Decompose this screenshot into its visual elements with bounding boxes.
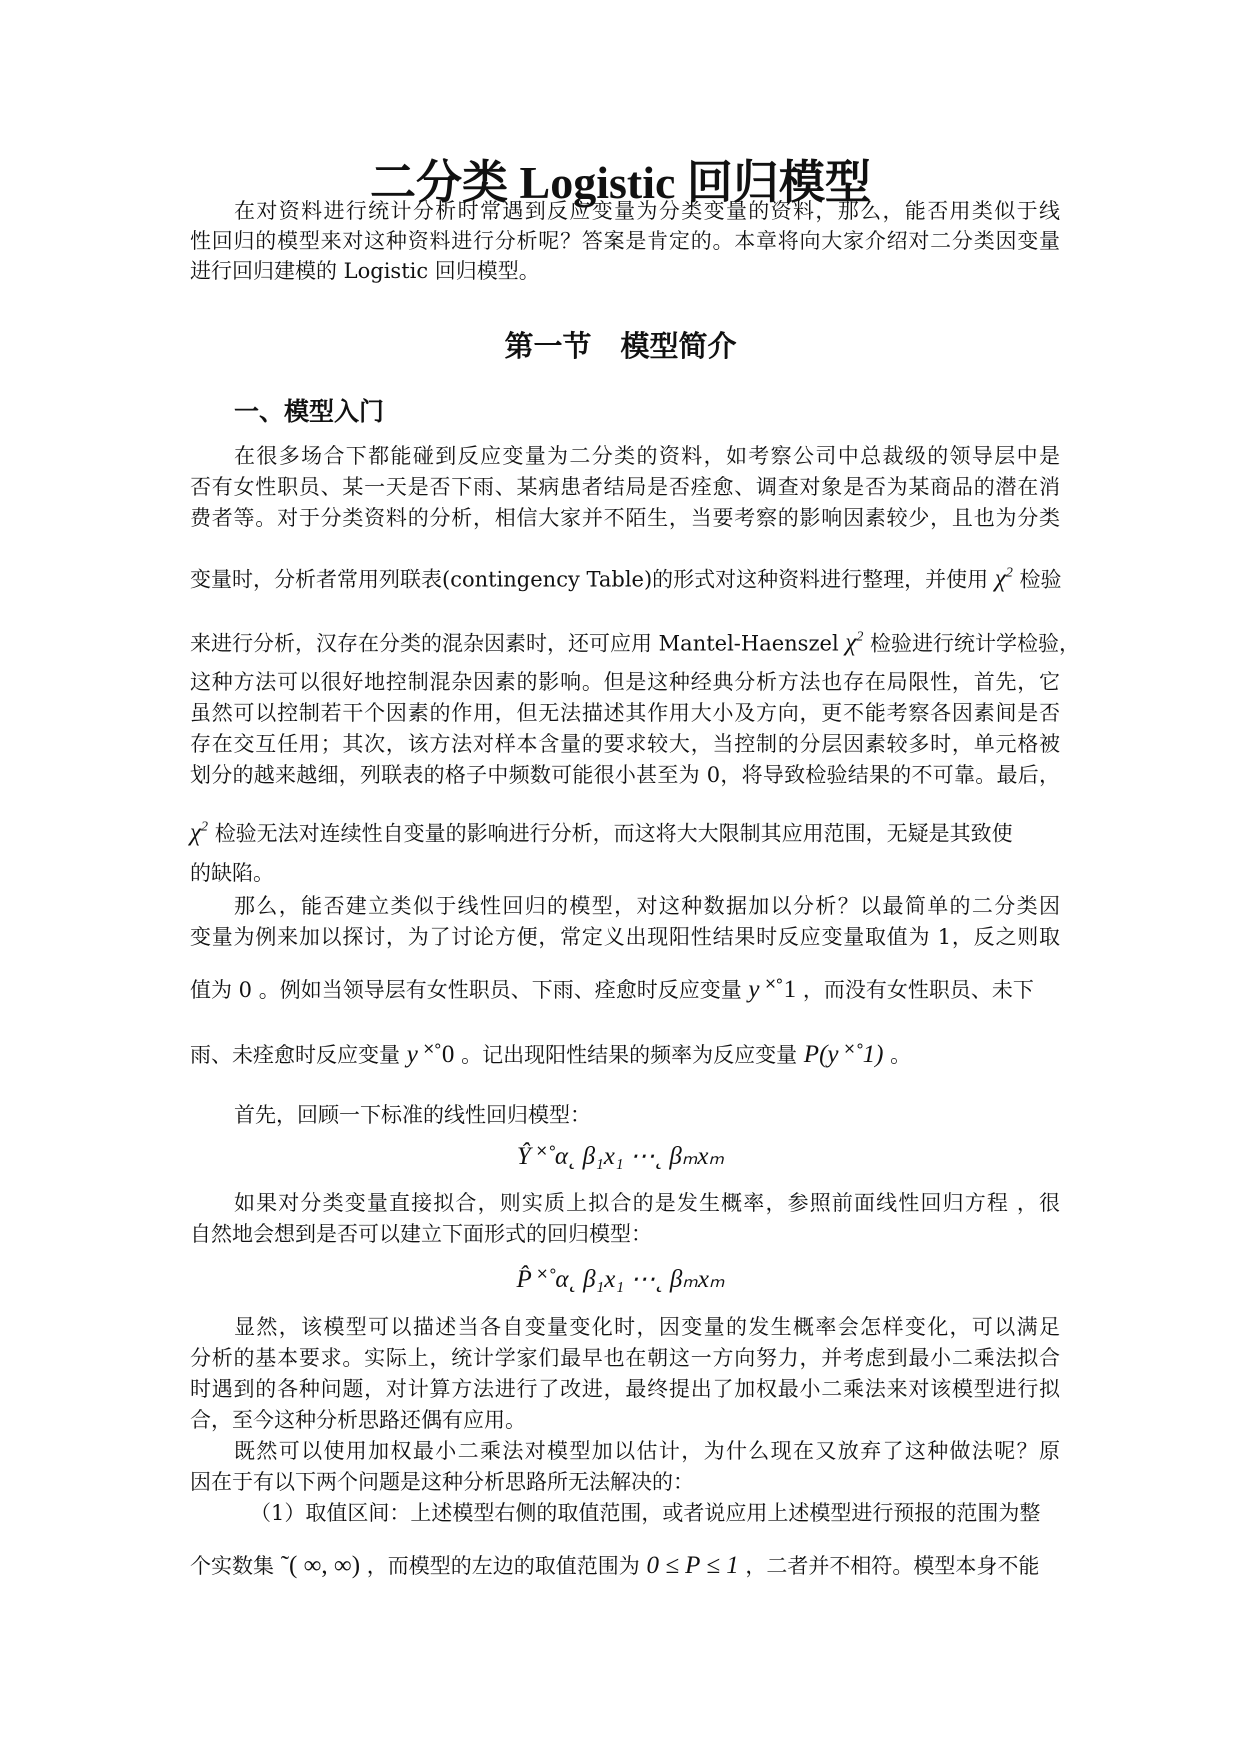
para1-line-3: 费者等。对于分类资料的分析，相信大家并不陌生，当要考察的影响因素较少，且也为分类 bbox=[190, 506, 1060, 530]
intro-line-2: 性回归的模型来对这种资料进行分析呢？答案是肯定的。本章将向大家介绍对二分类因变量 bbox=[190, 229, 1060, 253]
para3-line: 首先，回顾一下标准的线性回归模型： bbox=[234, 1103, 591, 1127]
para4-line-2: 自然地会想到是否可以建立下面形式的回归模型： bbox=[190, 1222, 652, 1246]
para7-line-2-mid: ，而模型的左边的取值范围为 bbox=[366, 1554, 640, 1578]
para1-line-2: 否有女性职员、某一天是否下雨、某病患者结局是否痊愈、调查对象是否为某商品的潜在消 bbox=[190, 475, 1060, 499]
para2-line-1: 那么，能否建立类似于线性回归的模型，对这种数据加以分析？以最简单的二分类因 bbox=[234, 894, 1060, 918]
para2-line-4 bbox=[190, 1040, 1060, 1070]
para2-line-3-tail: ，而没有女性职员、未下 bbox=[802, 978, 1034, 1002]
para1-line-5 bbox=[190, 623, 1081, 658]
para2-line-3 bbox=[190, 975, 1060, 1005]
chi-symbol: $\chi^2$ bbox=[845, 629, 864, 657]
para5-line-4: 合，至今这种分析思路还偶有应用。 bbox=[190, 1408, 526, 1432]
para7-line-2 bbox=[190, 1551, 1060, 1581]
para1-line-9: 划分的越来越细，列联表的格子中频数可能很小甚至为 0，将导致检验结果的不可靠。最后， bbox=[190, 763, 1060, 787]
para7-line-2-tail: ，二者并不相符。模型本身不能 bbox=[745, 1554, 1040, 1578]
chi-symbol: $\chi^2$ bbox=[190, 819, 208, 847]
para2-line-4-tail: 。 bbox=[890, 1043, 912, 1067]
para6-line-2: 因在于有以下两个问题是这种分析思路所无法解决的： bbox=[190, 1470, 694, 1494]
document-title: 二分类 Logistic 回归模型 bbox=[370, 157, 871, 208]
math-y0: y ˟˚0 bbox=[406, 1041, 455, 1068]
para5-line-1: 显然，该模型可以描述当各自变量变化时，因变量的发生概率会怎样变化，可以满足 bbox=[234, 1315, 1060, 1339]
equation-linear-regression: Ŷ ˟˚α˛ β₁x₁ ⋯˛ βₘxₘ bbox=[516, 1143, 725, 1170]
para5-line-2: 分析的基本要求。实际上，统计学家们最早也在朝这一方向努力，并考虑到最小二乘法拟合 bbox=[190, 1346, 1060, 1370]
para1-line-4-tail: 检验 bbox=[1019, 567, 1062, 592]
para2-line-4-mid: 。记出现阳性结果的频率为反应变量 bbox=[461, 1043, 798, 1067]
para6-line-1: 既然可以使用加权最小二乘法对模型加以估计，为什么现在又放弃了这种做法呢？原 bbox=[234, 1439, 1060, 1463]
para1-line-11: 的缺陷。 bbox=[190, 861, 274, 885]
equation-probability-model: P̂ ˟˚α˛ β₁x₁ ⋯˛ βₘxₘ bbox=[516, 1266, 725, 1293]
para7-line-1: （1）取值区间：上述模型右侧的取值范围，或者说应用上述模型进行预报的范围为整 bbox=[250, 1501, 1041, 1525]
math-y1: y ˟˚1 bbox=[748, 976, 797, 1003]
para1-line-7: 虽然可以控制若干个因素的作用，但无法描述其作用大小及方向，更不能考察各因素间是否 bbox=[190, 701, 1060, 725]
para4-line-1: 如果对分类变量直接拟合，则实质上拟合的是发生概率，参照前面线性回归方程 ，很 bbox=[234, 1191, 1060, 1215]
chi-symbol: $\chi^2$ bbox=[994, 565, 1013, 593]
intro-line-3: 进行回归建模的 Logistic 回归模型。 bbox=[190, 259, 540, 283]
para1-line-6: 这种方法可以很好地控制混杂因素的影响。但是这种经典分析方法也存在局限性，首先，它 bbox=[190, 670, 1060, 694]
para1-line-10-text: 检验无法对连续性自变量的影响进行分析，而这将大大限制其应用范围，无疑是其致使 bbox=[214, 821, 1013, 846]
subsection-heading: 一、模型入门 bbox=[234, 397, 385, 426]
para1-line-5-text: 来进行分析，汉存在分类的混杂因素时，还可应用 Mantel-Haenszel bbox=[190, 631, 839, 656]
para1-line-5-tail: 检验进行统计学检验， bbox=[870, 631, 1081, 656]
para2-line-3-text: 值为 0 。例如当领导层有女性职员、下雨、痊愈时反应变量 bbox=[190, 978, 742, 1002]
math-interval: ˜( ∞, ∞) bbox=[280, 1552, 361, 1579]
para1-line-4-text: 变量时，分析者常用列联表(contingency Table)的形式对这种资料进行整理，并使用 bbox=[190, 567, 989, 592]
para1-line-10 bbox=[190, 813, 1060, 848]
para1-line-4 bbox=[190, 559, 1060, 594]
math-p-y1: P(y ˟˚1) bbox=[803, 1041, 884, 1068]
para1-line-1: 在很多场合下都能碰到反应变量为二分类的资料，如考察公司中总裁级的领导层中是 bbox=[234, 444, 1060, 468]
para7-line-2-text: 个实数集 bbox=[190, 1554, 274, 1578]
para1-line-8: 存在交互任用；其次，该方法对样本含量的要求较大，当控制的分层因素较多时，单元格被 bbox=[190, 732, 1060, 756]
para2-line-2: 变量为例来加以探讨，为了讨论方便，常定义出现阳性结果时反应变量取值为 1，反之则取 bbox=[190, 925, 1060, 949]
intro-line-1: 在对资料进行统计分析时常遇到反应变量为分类变量的资料，那么，能否用类似于线 bbox=[234, 199, 1060, 223]
para2-line-4-text: 雨、未痊愈时反应变量 bbox=[190, 1043, 400, 1067]
math-p-range: 0 ≤ P ≤ 1 bbox=[646, 1552, 739, 1579]
section-heading: 第一节 模型简介 bbox=[504, 329, 737, 363]
para5-line-3: 时遇到的各种问题，对计算方法进行了改进，最终提出了加权最小二乘法来对该模型进行拟 bbox=[190, 1377, 1060, 1401]
